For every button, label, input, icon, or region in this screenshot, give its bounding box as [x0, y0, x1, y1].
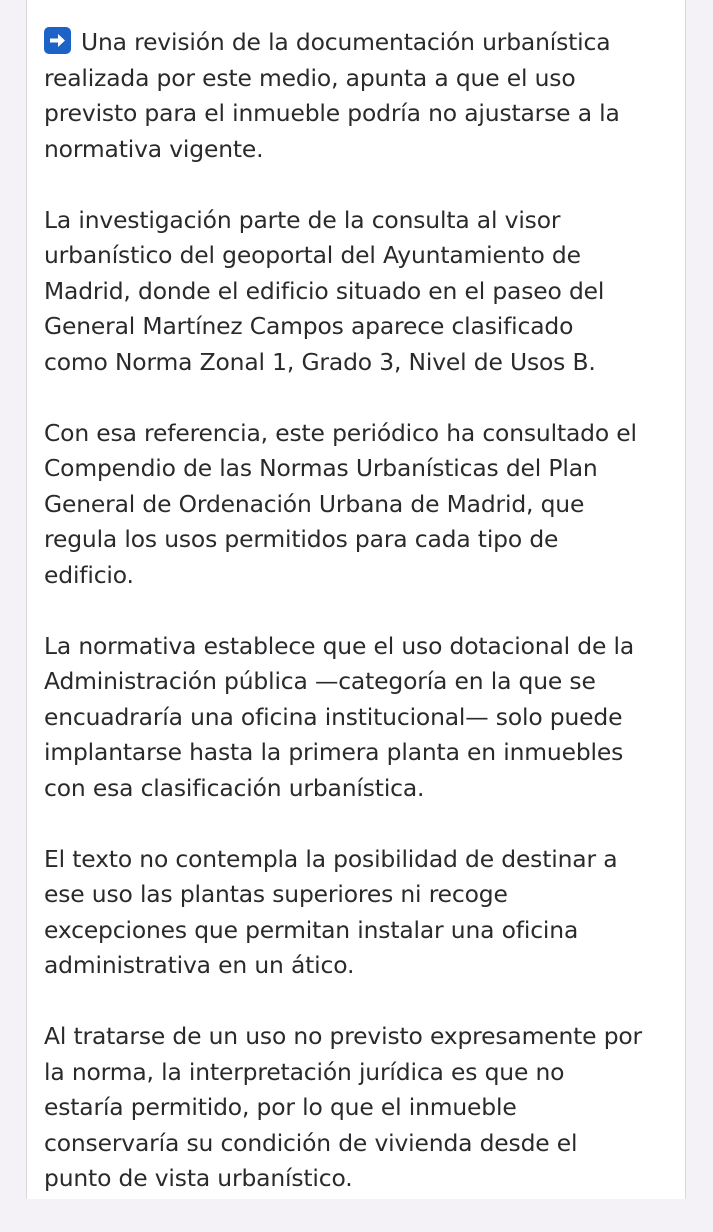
text-line: Compendio de las Normas Urbanísticas del Plan — [44, 454, 598, 482]
text-line: administrativa en un ático. — [44, 951, 355, 979]
paragraph-3 — [44, 416, 679, 594]
text-line: la norma, la interpretación jurídica es que no — [44, 1057, 565, 1086]
paragraph-6 — [44, 1019, 679, 1197]
text-line: normativa vigente. — [44, 134, 264, 163]
paragraph-4 — [44, 629, 679, 807]
text-line: estaría permitido, por lo que el inmueble — [44, 1093, 517, 1121]
text-line: como Norma Zonal 1, Grado 3, Nivel de Usos B. — [44, 347, 596, 376]
text-line: edificio. — [44, 560, 134, 589]
right-arrow-icon — [44, 27, 71, 54]
text-line: La investigación parte de la consulta al visor — [44, 205, 561, 234]
text-line: urbanístico del geoportal del Ayuntamiento de — [44, 241, 581, 269]
text-line: con esa clasificación urbanística. — [44, 773, 425, 802]
text-line: El texto no contempla la posibilidad de destinar a — [44, 844, 618, 873]
text-line: Al tratarse de un uso no previsto expresamente por — [44, 1022, 643, 1050]
text-line: Administración pública —categoría en la que se — [44, 667, 596, 695]
text-line: implantarse hasta la primera planta en inmuebles — [44, 738, 624, 766]
text-line: conservaría su condición de vivienda desde el — [44, 1128, 578, 1157]
text-line: excepciones que permitan instalar una oficina — [44, 915, 579, 944]
text-line: Una revisión de la documentación urbanística — [44, 25, 679, 61]
text-line: General Martínez Campos aparece clasificado — [44, 312, 574, 340]
text-line: General de Ordenación Urbana de Madrid, que — [44, 489, 585, 518]
text-line: regula los usos permitidos para cada tipo de — [44, 525, 559, 553]
text-line: encuadraría una oficina institucional— solo puede — [44, 702, 623, 731]
text-line: realizada por este medio, apunta a que el uso — [44, 63, 576, 92]
text-line: Madrid, donde el edificio situado en el paseo del — [44, 276, 605, 305]
text-line: Con esa referencia, este periódico ha consultado el — [44, 418, 637, 447]
text-line: La normativa establece que el uso dotacional de la — [44, 631, 635, 660]
text-line: punto de vista urbanístico. — [44, 1164, 353, 1192]
paragraph-1 — [44, 25, 679, 167]
text-line: ese uso las plantas superiores ni recoge — [44, 880, 508, 908]
paragraph-5 — [44, 842, 679, 984]
text-line: previsto para el inmueble podría no ajustarse a la — [44, 99, 620, 127]
paragraph-2 — [44, 203, 679, 381]
post-text — [44, 25, 679, 1232]
